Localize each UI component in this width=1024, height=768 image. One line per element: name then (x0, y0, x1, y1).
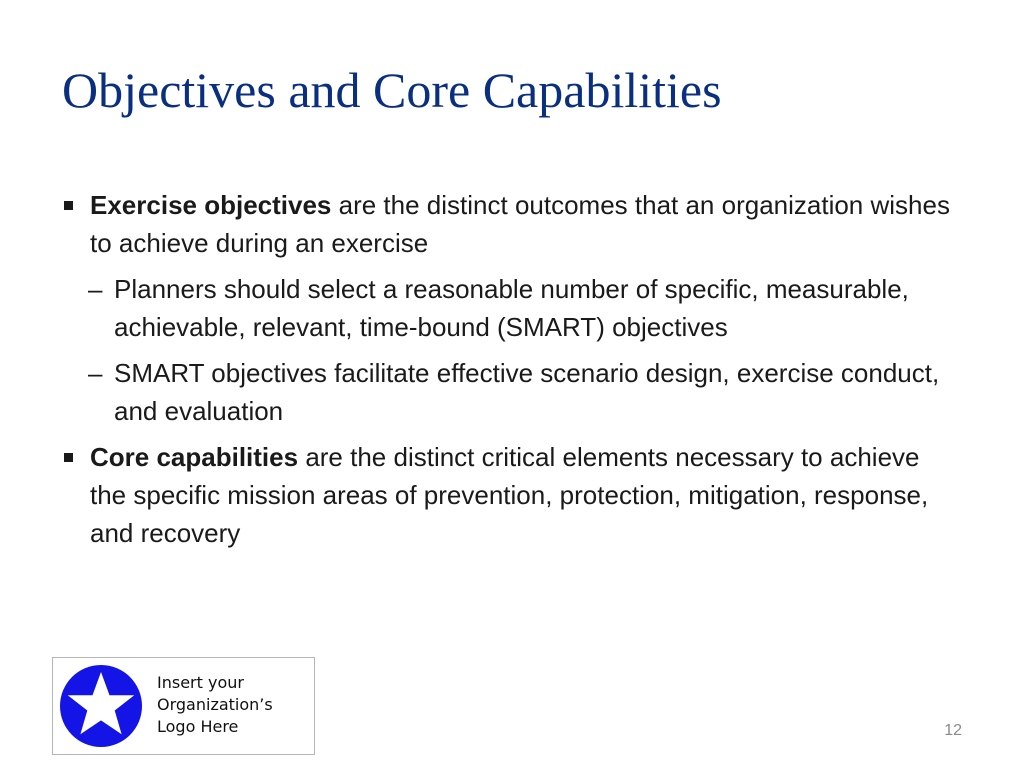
bullet-term: Exercise objectives (90, 190, 332, 220)
bullet-item (62, 438, 962, 552)
logo-caption (157, 672, 307, 738)
sub-bullet-item (62, 270, 962, 346)
dash-bullet: – (88, 274, 103, 304)
sub-bullet-text: SMART objectives facilitate effective scenario design, exercise conduct, and evaluation (114, 358, 940, 426)
sub-bullet-item (62, 354, 962, 430)
star-icon (59, 664, 143, 748)
logo-caption-line: Organization’s (157, 695, 273, 714)
logo-placeholder (52, 657, 315, 755)
slide-title: Objectives and Core Capabilities (62, 62, 722, 118)
bullet-item (62, 186, 962, 262)
sub-bullet-text: Planners should select a reasonable number of specific, measurable, achievable, relevant, time-bound (SMART) objectives (114, 274, 909, 342)
bullet-term: Core capabilities (90, 442, 299, 472)
bullet-text: are the distinct critical elements necessary to achieve the specific mission areas of prevention, protection, mitigation, response, and recovery (90, 442, 929, 548)
square-bullet-icon (64, 201, 73, 210)
logo-caption-line: Logo Here (157, 717, 239, 736)
dash-bullet: – (88, 358, 103, 388)
logo-caption-line: Insert your (157, 673, 244, 692)
slide-body (62, 186, 962, 560)
page-number: 12 (944, 722, 962, 739)
square-bullet-icon (64, 453, 73, 462)
bullet-text: are the distinct outcomes that an organization wishes to achieve during an exercise (90, 190, 950, 258)
